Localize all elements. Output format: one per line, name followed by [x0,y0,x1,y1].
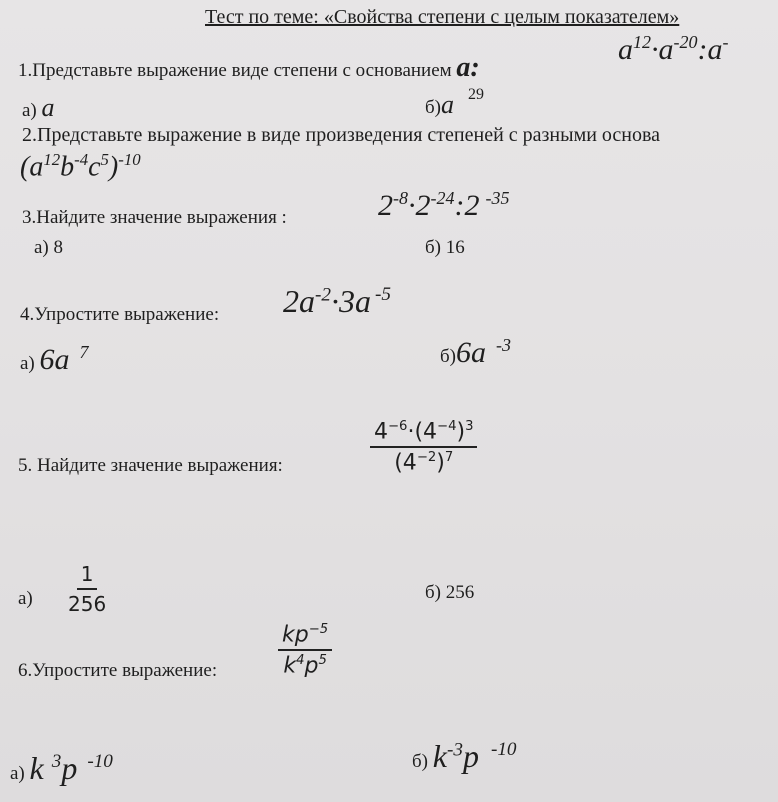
q6-a-value: k $^3$p $^{-10}$ [29,750,113,786]
q3-text: 3.Найдите значение выражения : [22,207,287,228]
q2-expression: $(a^{12}b^{-4}c^5)^{-10}$ [20,150,141,183]
q4-a-label: а) [20,353,35,374]
q4-expression: $2a^{-2}\cdot 3a$ $^{-5}$ [283,283,391,319]
q1-answer-a [22,93,55,123]
q5-text: 5. Найдите значение выражения: [18,455,283,476]
q5-a-label: а) [18,588,33,609]
test-title: Тест по теме: «Свойства степени с целым показателем» [205,6,680,28]
q4-answer-b [440,335,511,370]
q4-a-value: 6a $^7$ [39,342,89,376]
q6-answer-a [10,750,113,787]
q1-a-label: а) [22,100,37,121]
q3-answer-b: б) 16 [425,237,465,258]
q6-a-label: а) [10,763,25,784]
q1-b-label: б) [425,97,441,118]
q4-text: 4.Упростите выражение: [20,304,220,325]
q5-answer-a [64,562,110,616]
q4-b-label: б) [440,346,456,367]
q3-answer-a: а) 8 [34,237,64,258]
q6-b-label: б) [412,751,428,772]
q5-answer-b: б) 256 [425,582,475,603]
q1-b-exp: 29 [468,86,484,103]
q5-a-numerator: 1 [77,562,98,590]
q1-expression: $a^{12}\cdot a^{-20}:a^-$ [618,32,729,66]
q6-expression: $\frac{kp^{-5}}{k^4p^5}$ [278,622,332,679]
q1-base: а: [456,52,480,83]
q1-text [18,52,480,84]
q4-b-value: 6a $^{-3}$ [456,335,511,369]
q6-b-value: $k^{-3}p$ $^{-10}$ [432,738,517,774]
q5-a-denominator: 256 [68,592,107,616]
q3-expression: $2^{-8}\cdot 2^{-24}:2$ $^{-35}$ [378,188,510,222]
q1-answer-b [425,86,484,120]
q5-expression: $\frac{4^{-6}\cdot(4^{-4})^3}{(4^{-2})^7}$ [370,418,477,475]
q1-b-base: a [441,90,454,119]
q6-text: 6.Упростите выражение: [18,660,218,681]
q1-a-value: a [41,93,55,122]
q2-text: 2.Представьте выражение в виде произведения степеней с разными основа [22,124,661,146]
q4-answer-a [20,342,89,377]
q1-prompt: 1.Представьте выражение виде степени с основанием [18,60,452,81]
q6-answer-b [412,738,517,775]
